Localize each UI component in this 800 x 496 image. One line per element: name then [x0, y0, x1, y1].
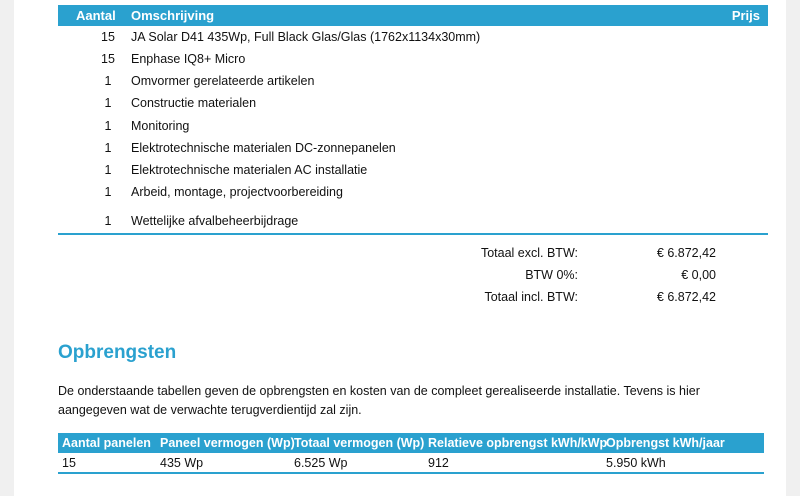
header-aantal: Aantal [76, 8, 116, 23]
table-row [58, 161, 768, 181]
table-row [58, 94, 768, 114]
yield-table-header [58, 433, 764, 453]
total-incl-value: € 6.872,42 [656, 290, 716, 304]
document-page [14, 0, 786, 496]
items-table-divider [58, 233, 768, 235]
btw-row [14, 268, 754, 286]
row-qty: 1 [104, 74, 112, 88]
row-description: Arbeid, montage, projectvoorbereiding [131, 185, 343, 199]
total-incl-row [14, 290, 754, 308]
btw-label: BTW 0%: [525, 268, 578, 282]
header-aantal-panelen: Aantal panelen [62, 436, 151, 450]
cell-relatieve-opbrengst: 912 [428, 456, 449, 470]
row-qty: 1 [104, 141, 112, 155]
row-description: Enphase IQ8+ Micro [131, 52, 246, 66]
section-paragraph: De onderstaande tabellen geven de opbrengsten en kosten van de compleet gerealiseerde installatie. Tevens is hier aangegeven wat de verwachte terugverdientijd zal zijn. [58, 384, 700, 417]
row-qty: 15 [101, 30, 115, 44]
header-omschrijving: Omschrijving [131, 8, 215, 23]
row-description: Elektrotechnische materialen DC-zonnepanelen [131, 141, 396, 155]
header-prijs: Prijs [731, 8, 760, 23]
yield-table [58, 433, 764, 474]
table-row [58, 183, 768, 203]
header-opbrengst-jaar: Opbrengst kWh/jaar [606, 436, 725, 450]
header-paneel-vermogen: Paneel vermogen (Wp) [160, 436, 295, 450]
btw-value: € 0,00 [681, 268, 716, 282]
row-qty: 1 [104, 163, 112, 177]
total-excl-row [14, 246, 754, 264]
header-relatieve-opbrengst: Relatieve opbrengst kWh/kWp [428, 436, 608, 450]
total-incl-label: Totaal incl. BTW: [484, 290, 578, 304]
row-qty: 1 [104, 214, 112, 228]
row-qty: 1 [104, 96, 112, 110]
row-description: JA Solar D41 435Wp, Full Black Glas/Glas (1762x1134x30mm) [131, 30, 481, 44]
row-qty: 1 [104, 185, 112, 199]
items-table-header [58, 5, 768, 26]
total-excl-value: € 6.872,42 [656, 246, 716, 260]
yield-table-divider [58, 472, 764, 474]
table-row [58, 50, 768, 70]
section-title-opbrengsten: Opbrengsten [58, 342, 177, 363]
row-description: Omvormer gerelateerde artikelen [131, 74, 315, 88]
row-description: Elektrotechnische materialen AC installatie [131, 163, 368, 177]
table-row [58, 28, 768, 48]
header-totaal-vermogen: Totaal vermogen (Wp) [294, 436, 425, 450]
row-qty: 15 [101, 52, 115, 66]
table-row [58, 212, 768, 232]
cell-opbrengst-jaar: 5.950 kWh [606, 456, 666, 470]
row-description: Constructie materialen [131, 96, 257, 110]
table-row [58, 139, 768, 159]
row-description: Monitoring [131, 119, 190, 133]
cell-totaal-vermogen: 6.525 Wp [294, 456, 348, 470]
row-qty: 1 [104, 119, 112, 133]
table-row [58, 117, 768, 137]
table-row [58, 453, 764, 472]
table-row [58, 72, 768, 92]
row-description: Wettelijke afvalbeheerbijdrage [131, 214, 299, 228]
cell-paneel-vermogen: 435 Wp [160, 456, 204, 470]
cell-aantal-panelen: 15 [62, 456, 76, 470]
total-excl-label: Totaal excl. BTW: [480, 246, 578, 260]
